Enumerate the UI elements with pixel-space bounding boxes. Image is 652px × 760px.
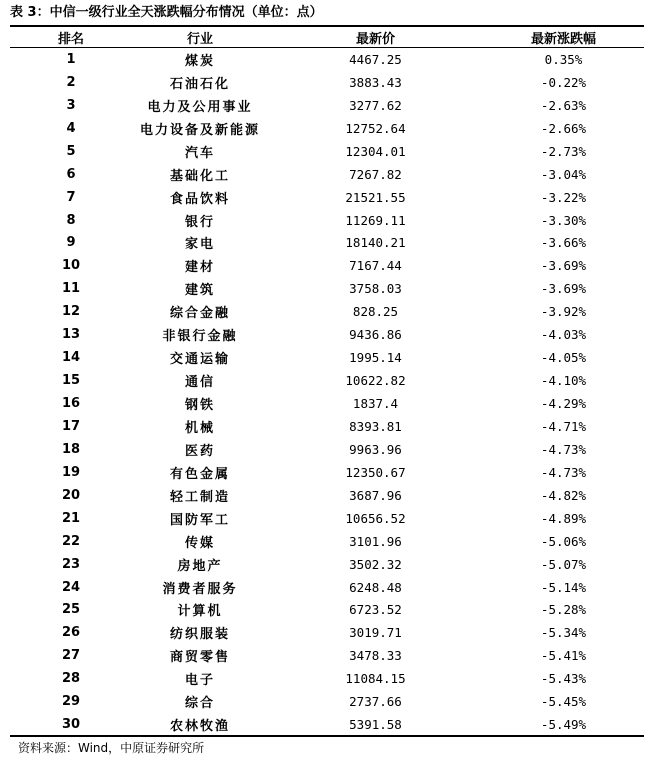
column-header-price: 最新价	[355, 32, 395, 47]
change-cell: -5.41%	[540, 648, 587, 664]
table-row	[10, 415, 644, 438]
price-cell: 3478.33	[349, 648, 402, 664]
industry-cell: 家电	[184, 237, 215, 253]
price-cell: 8393.81	[349, 418, 402, 434]
change-cell: -3.04%	[540, 166, 587, 182]
change-cell: -4.73%	[540, 464, 587, 480]
industry-cell: 电子	[184, 673, 215, 689]
table-row	[10, 667, 644, 690]
price-cell: 2737.66	[349, 694, 402, 710]
table-row	[10, 369, 644, 392]
industry-cell: 石油石化	[169, 76, 230, 92]
rank-cell: 23	[61, 556, 81, 572]
rank-cell: 18	[61, 441, 81, 457]
table-header-row	[10, 27, 644, 48]
industry-cell: 计算机	[177, 604, 223, 620]
rank-cell: 22	[61, 533, 81, 549]
industry-cell: 传媒	[184, 535, 215, 551]
industry-cell: 综合	[184, 696, 215, 712]
table-title: 表 3：中信一级行业全天涨跌幅分布情况（单位：点）	[10, 5, 323, 20]
rank-cell: 8	[66, 212, 76, 228]
change-cell: -3.22%	[540, 189, 587, 205]
change-cell: -3.69%	[540, 281, 587, 297]
change-cell: -3.92%	[540, 304, 587, 320]
price-cell: 9963.96	[349, 441, 402, 457]
table-row	[10, 713, 644, 736]
table-row	[10, 323, 644, 346]
industry-cell: 建材	[184, 260, 215, 276]
rank-cell: 25	[61, 602, 81, 618]
price-cell: 10656.52	[345, 510, 406, 526]
rank-cell: 21	[61, 510, 81, 526]
industry-cell: 医药	[184, 443, 215, 459]
table-body	[10, 48, 644, 736]
change-cell: -5.43%	[540, 671, 587, 687]
change-cell: -2.66%	[540, 120, 587, 136]
industry-cell: 电力及公用事业	[147, 99, 253, 115]
rank-cell: 19	[61, 464, 81, 480]
table-row	[10, 484, 644, 507]
industry-cell: 钢铁	[184, 398, 215, 414]
change-cell: -3.30%	[540, 212, 587, 228]
industry-cell: 汽车	[184, 145, 215, 161]
price-cell: 7267.82	[349, 166, 402, 182]
table-row	[10, 117, 644, 140]
rank-cell: 3	[66, 97, 76, 113]
price-cell: 3502.32	[349, 556, 402, 572]
table-row	[10, 690, 644, 713]
table-row	[10, 163, 644, 186]
table-row	[10, 186, 644, 209]
price-cell: 3758.03	[349, 281, 402, 297]
change-cell: -4.73%	[540, 441, 587, 457]
price-cell: 11269.11	[345, 212, 406, 228]
change-cell: -5.34%	[540, 625, 587, 641]
price-cell: 6248.48	[349, 579, 402, 595]
price-cell: 7167.44	[349, 258, 402, 274]
change-cell: -4.10%	[540, 373, 587, 389]
change-cell: -2.63%	[540, 97, 587, 113]
industry-cell: 通信	[184, 375, 215, 391]
rank-cell: 13	[61, 327, 81, 343]
column-header-industry: 行业	[186, 32, 213, 47]
price-cell: 3019.71	[349, 625, 402, 641]
table-row	[10, 599, 644, 622]
table-row	[10, 346, 644, 369]
industry-cell: 机械	[184, 420, 215, 436]
change-cell: -4.89%	[540, 510, 587, 526]
rank-cell: 15	[61, 373, 81, 389]
industry-cell: 综合金融	[169, 306, 230, 322]
rank-cell: 11	[61, 281, 81, 297]
rank-cell: 5	[66, 143, 76, 159]
industry-cell: 有色金属	[169, 466, 230, 482]
rank-cell: 16	[61, 396, 81, 412]
industry-cell: 基础化工	[169, 168, 230, 184]
industry-cell: 交通运输	[169, 352, 230, 368]
table-row	[10, 507, 644, 530]
industry-cell: 消费者服务	[162, 581, 238, 597]
table-row	[10, 392, 644, 415]
rank-cell: 2	[66, 74, 76, 90]
price-cell: 12350.67	[345, 464, 406, 480]
industry-cell: 食品饮料	[169, 191, 230, 207]
rank-cell: 27	[61, 648, 81, 664]
rank-cell: 7	[66, 189, 76, 205]
change-cell: -5.28%	[540, 602, 587, 618]
table-row	[10, 94, 644, 117]
industry-cell: 煤炭	[184, 53, 215, 69]
change-cell: -3.66%	[540, 235, 587, 251]
change-cell: 0.35%	[544, 51, 583, 67]
table-row	[10, 71, 644, 94]
change-cell: -3.69%	[540, 258, 587, 274]
rank-cell: 24	[61, 579, 81, 595]
change-cell: -4.05%	[540, 350, 587, 366]
industry-cell: 房地产	[177, 558, 223, 574]
table-row	[10, 48, 644, 71]
rank-cell: 20	[61, 487, 81, 503]
table-row	[10, 461, 644, 484]
price-cell: 10622.82	[345, 373, 406, 389]
rank-cell: 17	[61, 418, 81, 434]
price-cell: 9436.86	[349, 327, 402, 343]
table-row	[10, 576, 644, 599]
change-cell: -2.73%	[540, 143, 587, 159]
rank-cell: 1	[66, 51, 76, 67]
bottom-rule	[10, 735, 644, 737]
industry-cell: 电力设备及新能源	[139, 122, 260, 138]
rank-cell: 10	[61, 258, 81, 274]
price-cell: 12304.01	[345, 143, 406, 159]
rank-cell: 28	[61, 671, 81, 687]
source-note: 资料来源：Wind，中原证券研究所	[18, 741, 205, 755]
change-cell: -0.22%	[540, 74, 587, 90]
rank-cell: 30	[61, 717, 81, 733]
rank-cell: 12	[61, 304, 81, 320]
rank-cell: 29	[61, 694, 81, 710]
industry-cell: 轻工制造	[169, 489, 230, 505]
table-row	[10, 644, 644, 667]
change-cell: -5.07%	[540, 556, 587, 572]
price-cell: 3101.96	[349, 533, 402, 549]
price-cell: 5391.58	[349, 717, 402, 733]
price-cell: 3687.96	[349, 487, 402, 503]
rank-cell: 26	[61, 625, 81, 641]
table-row	[10, 209, 644, 232]
change-cell: -4.03%	[540, 327, 587, 343]
price-cell: 3883.43	[349, 74, 402, 90]
change-cell: -5.45%	[540, 694, 587, 710]
industry-cell: 非银行金融	[162, 329, 238, 345]
price-cell: 828.25	[352, 304, 399, 320]
industry-cell: 纺织服装	[169, 627, 230, 643]
change-cell: -5.06%	[540, 533, 587, 549]
change-cell: -4.29%	[540, 396, 587, 412]
industry-cell: 国防军工	[169, 512, 230, 528]
column-header-change: 最新涨跌幅	[530, 32, 596, 47]
table-row	[10, 232, 644, 255]
change-cell: -5.14%	[540, 579, 587, 595]
industry-cell: 建筑	[184, 283, 215, 299]
industry-cell: 商贸零售	[169, 650, 230, 666]
table-row	[10, 277, 644, 300]
industry-table	[10, 27, 644, 736]
industry-cell: 银行	[184, 214, 215, 230]
table-row	[10, 553, 644, 576]
change-cell: -5.49%	[540, 717, 587, 733]
change-cell: -4.71%	[540, 418, 587, 434]
price-cell: 1837.4	[352, 396, 399, 412]
table-row	[10, 140, 644, 163]
rank-cell: 14	[61, 350, 81, 366]
rank-cell: 6	[66, 166, 76, 182]
change-cell: -4.82%	[540, 487, 587, 503]
table-row	[10, 530, 644, 553]
price-cell: 11084.15	[345, 671, 406, 687]
column-header-rank: 排名	[57, 32, 84, 47]
table-row	[10, 254, 644, 277]
price-cell: 1995.14	[349, 350, 402, 366]
price-cell: 21521.55	[345, 189, 406, 205]
table-row	[10, 438, 644, 461]
table-row	[10, 621, 644, 644]
rank-cell: 9	[66, 235, 76, 251]
industry-cell: 农林牧渔	[169, 719, 230, 735]
price-cell: 4467.25	[349, 51, 402, 67]
price-cell: 18140.21	[345, 235, 406, 251]
table-row	[10, 300, 644, 323]
rank-cell: 4	[66, 120, 76, 136]
price-cell: 12752.64	[345, 120, 406, 136]
price-cell: 6723.52	[349, 602, 402, 618]
price-cell: 3277.62	[349, 97, 402, 113]
